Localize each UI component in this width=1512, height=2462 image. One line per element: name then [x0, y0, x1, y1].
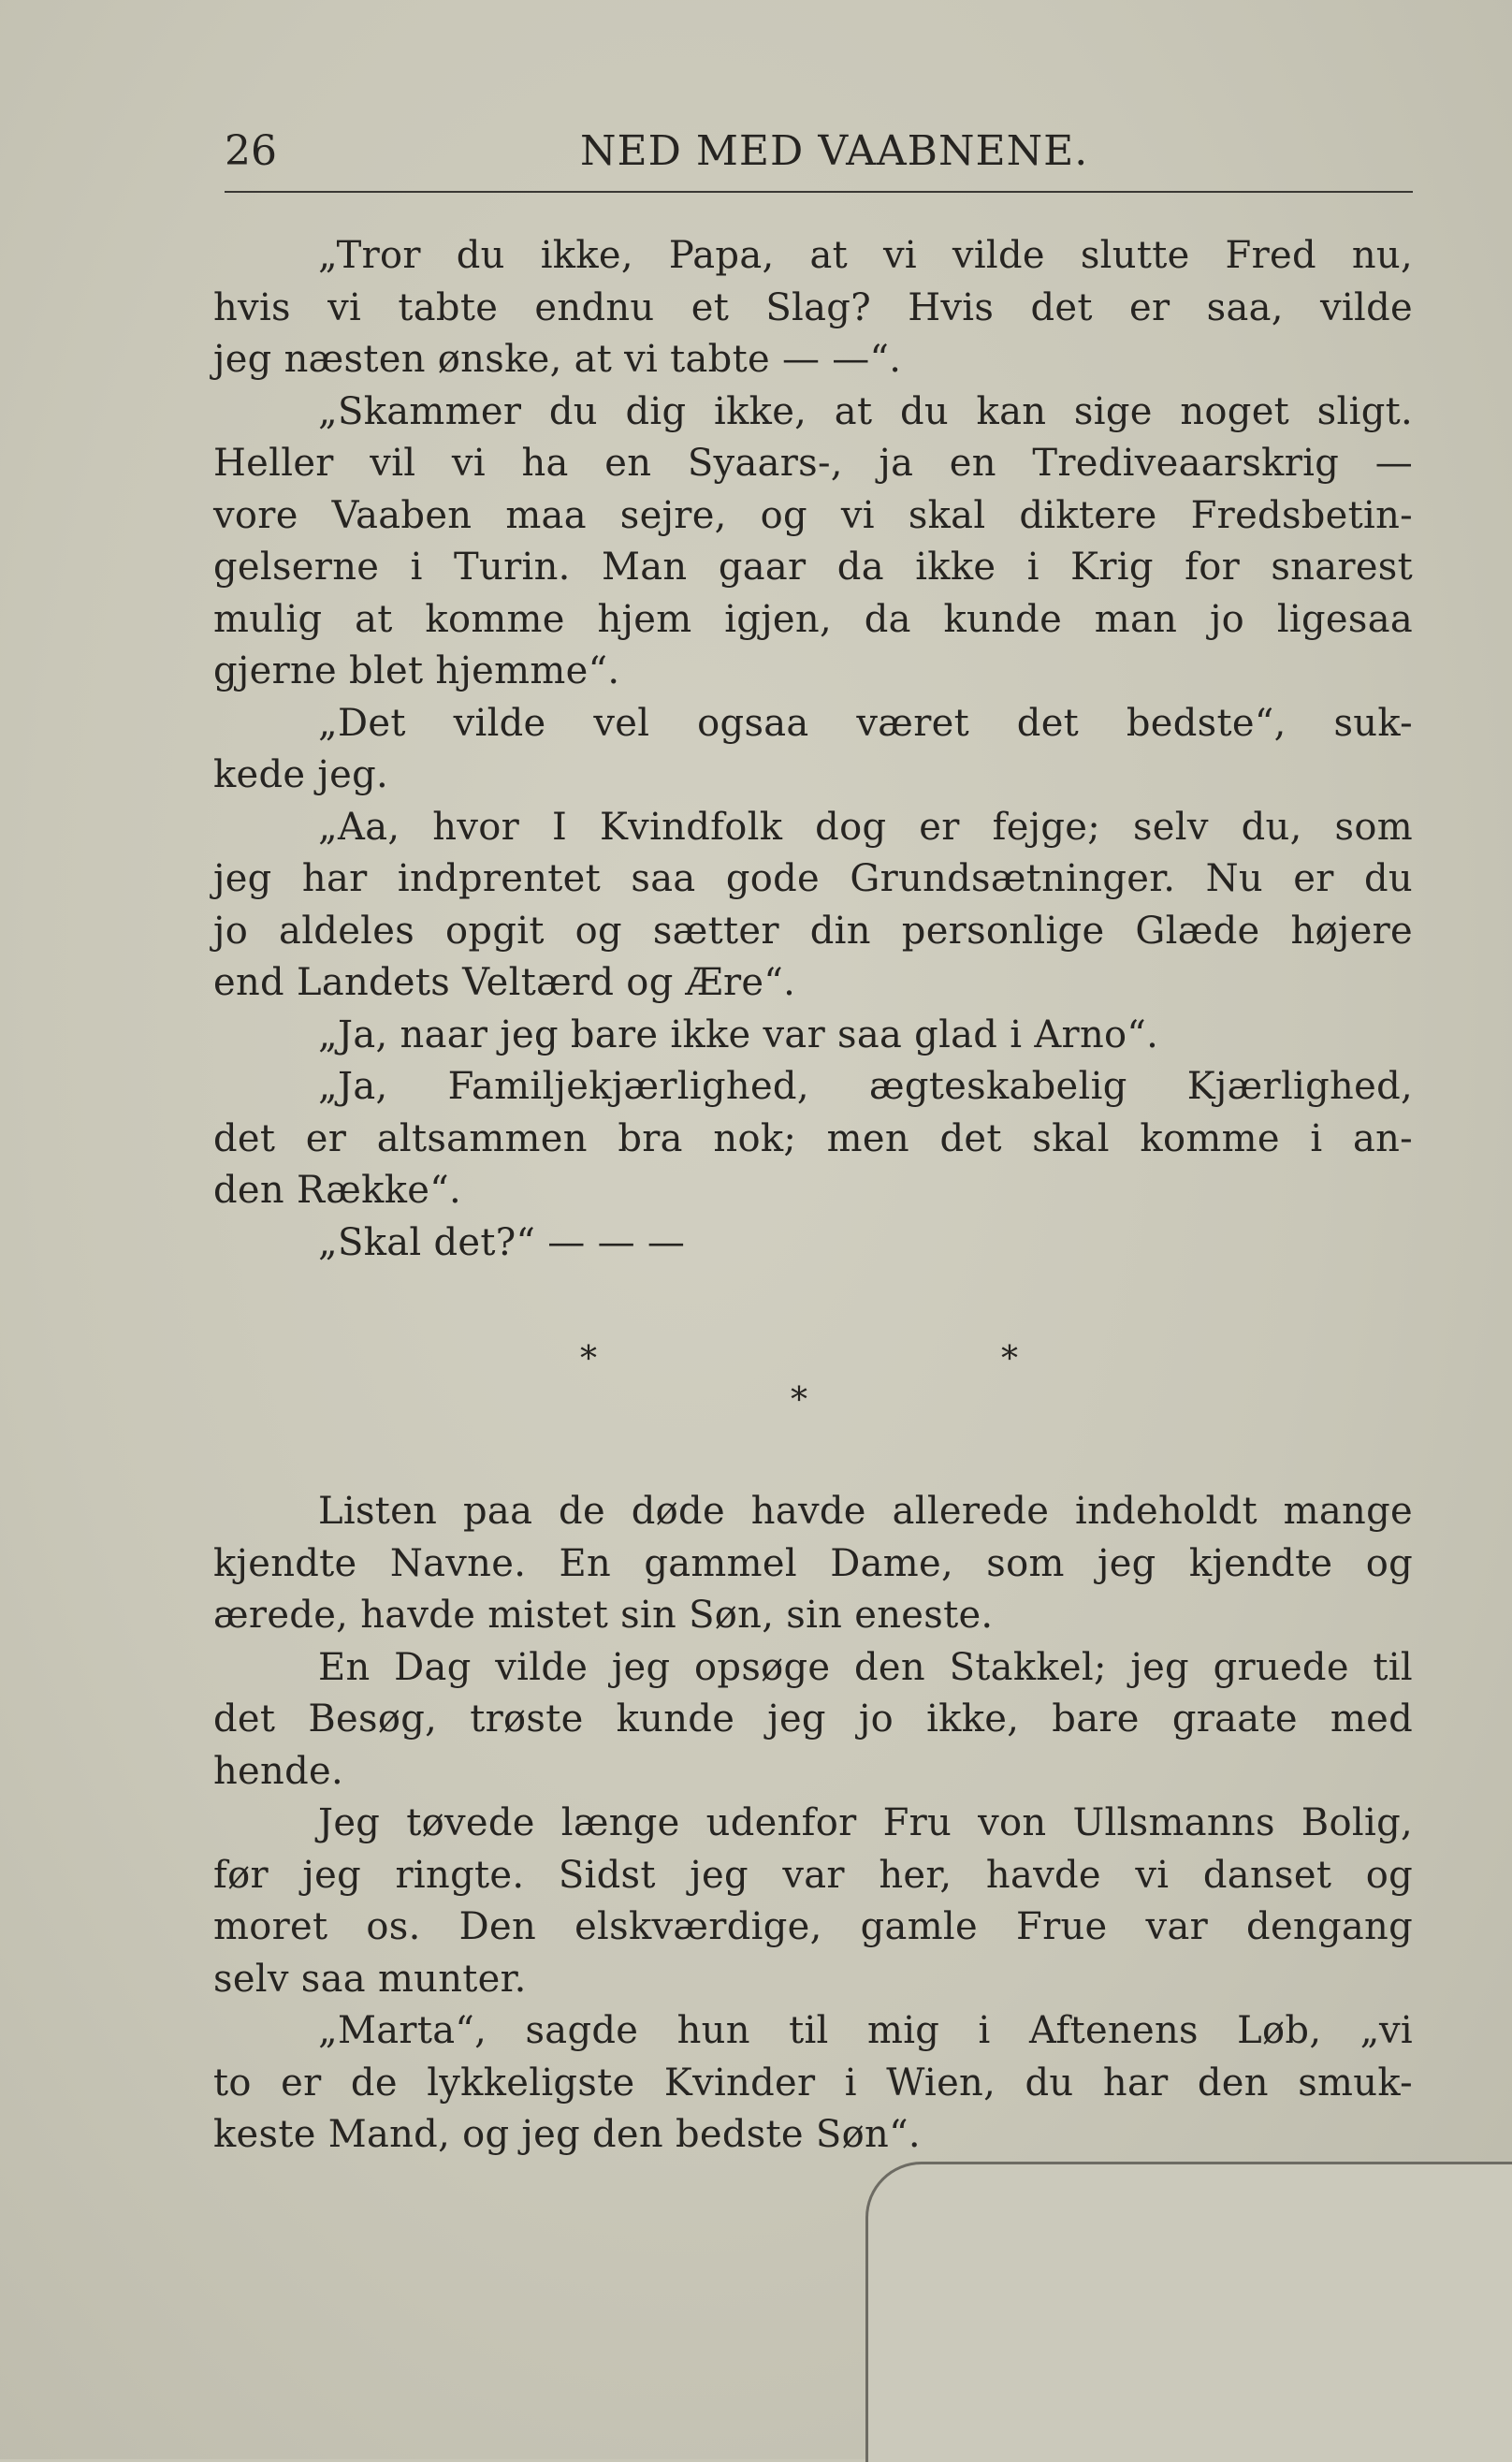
text-line: kjendte Navne. En gammel Dame, som jeg kjendte og [213, 1541, 1413, 1585]
text-block-dialogue [213, 230, 1413, 1269]
text-line: „Ja, naar jeg bare ikke var saa glad i Arno“. [318, 1012, 1159, 1056]
text-line: hvis vi tabte endnu et Slag? Hvis det er saa, vilde [213, 285, 1413, 329]
asterisk-left: * [580, 1340, 597, 1378]
header-rule [225, 191, 1413, 193]
text-line: „Ja, Familjekjærlighed, ægteskabelig Kjærlighed, [318, 1065, 1413, 1108]
text-line: den Række“. [213, 1169, 461, 1212]
text-line: kede jeg. [213, 753, 388, 796]
section-separator [561, 1340, 1048, 1443]
text-line: moret os. Den elskværdige, gamle Frue var dengang [213, 1905, 1413, 1948]
text-line: jo aldeles opgit og sætter din personlige Glæde højere [213, 909, 1413, 953]
text-line: ærede, havde mistet sin Søn, sin eneste. [213, 1594, 994, 1637]
text-line: „Aa, hvor I Kvindfolk dog er fejge; selv du, som [318, 805, 1413, 849]
text-line: jeg næsten ønske, at vi tabte — —“. [213, 338, 902, 381]
text-line: før jeg ringte. Sidst jeg var her, havde vi danset og [213, 1853, 1413, 1897]
text-line: end Landets Veltærd og Ære“. [213, 961, 796, 1004]
text-line: „Det vilde vel ogsaa været det bedste“, suk- [318, 701, 1413, 745]
text-line: selv saa munter. [213, 1957, 527, 2001]
text-line: Jeg tøvede længe udenfor Fru von Ullsmanns Bolig, [318, 1801, 1413, 1844]
text-line: Listen paa de døde havde allerede indeholdt mange [318, 1490, 1413, 1533]
text-line: det Besøg, trøste kunde jeg jo ikke, bare graate med [213, 1697, 1413, 1741]
text-line: „Skammer du dig ikke, at du kan sige noget sligt. [318, 389, 1413, 433]
text-line: „Marta“, sagde hun til mig i Aftenens Løb, „vi [318, 2009, 1413, 2052]
text-line: to er de lykkeligste Kvinder i Wien, du har den smuk- [213, 2061, 1413, 2105]
asterisk-middle: * [791, 1381, 807, 1420]
text-line: „Tror du ikke, Papa, at vi vilde slutte Fred nu, [318, 234, 1413, 277]
text-line: gelserne i Turin. Man gaar da ikke i Krig for snarest [213, 546, 1413, 589]
asterisk-right: * [1001, 1340, 1018, 1378]
text-line: keste Mand, og jeg den bedste Søn“. [213, 2113, 921, 2156]
text-line: gjerne blet hjemme“. [213, 649, 620, 692]
text-line: jeg har indprentet saa gode Grundsætninger. Nu er du [213, 857, 1413, 900]
running-head: NED MED VAABNENE. [580, 127, 1089, 175]
page-header [225, 124, 1413, 180]
text-line: mulig at komme hjem igjen, da kunde man jo ligesaa [213, 597, 1413, 641]
text-line: En Dag vilde jeg opsøge den Stakkel; jeg gruede til [318, 1645, 1413, 1689]
text-block-narrative [213, 1486, 1413, 2162]
page-number: 26 [225, 127, 277, 175]
text-line: vore Vaaben maa sejre, og vi skal diktere Fredsbetin- [213, 493, 1413, 537]
page-corner-mark [865, 2162, 1512, 2462]
text-line: „Skal det?“ — — — [318, 1220, 686, 1264]
text-line: hende. [213, 1749, 343, 1793]
text-line: Heller vil vi ha en Syaars-, ja en Trediveaarskrig — [213, 442, 1413, 485]
text-line: det er altsammen bra nok; men det skal komme i an- [213, 1116, 1413, 1160]
